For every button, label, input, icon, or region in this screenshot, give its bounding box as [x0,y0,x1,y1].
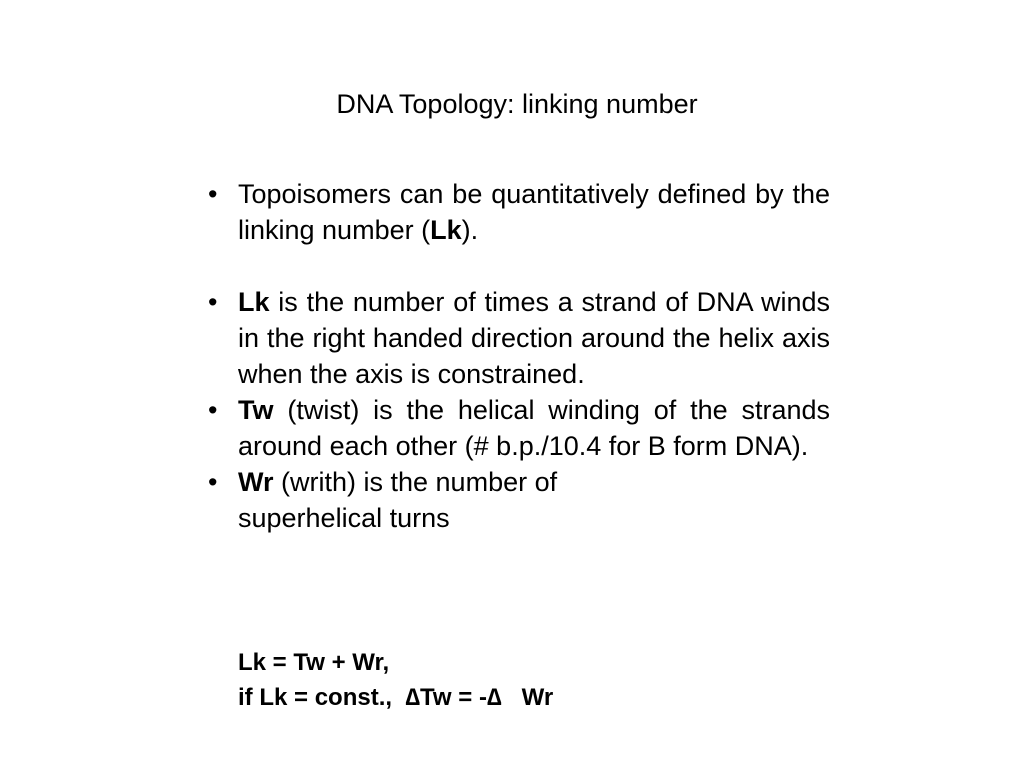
term-wr: Wr [238,467,274,497]
bullet-marker: • [208,179,218,209]
slide-title: DNA Topology: linking number [336,89,698,119]
bullet-text: (writh) is the number of superhelical turns [238,467,558,533]
bullet-text: ). [461,215,479,245]
bullet-marker: • [208,467,218,497]
bullet-text: Topoisomers can be quantitatively defined by the linking number ( [238,179,830,245]
term-lk: Lk [238,287,270,317]
bullet-text: (twist) is the helical winding of the strands around each other (# b.p./10.4 for B form DNA). [238,395,830,461]
bullet-item-topoisomers [208,176,830,248]
equation-delta-relation: if Lk = const., ∆Tw = -∆ Wr [238,684,554,711]
term-lk: Lk [430,215,462,245]
equation-linking-number: Lk = Tw + Wr, [238,649,390,676]
term-tw: Tw [238,395,274,425]
bullet-list [208,176,830,536]
bullet-item-lk [208,284,830,392]
bullet-item-tw [208,392,830,464]
spacer [208,248,830,284]
bullet-text: is the number of times a strand of DNA winds in the right handed direction around the helix axis when the axis is constrained. [238,287,830,389]
bullet-marker: • [208,395,218,425]
bullet-item-wr [208,464,658,536]
bullet-marker: • [208,287,218,317]
